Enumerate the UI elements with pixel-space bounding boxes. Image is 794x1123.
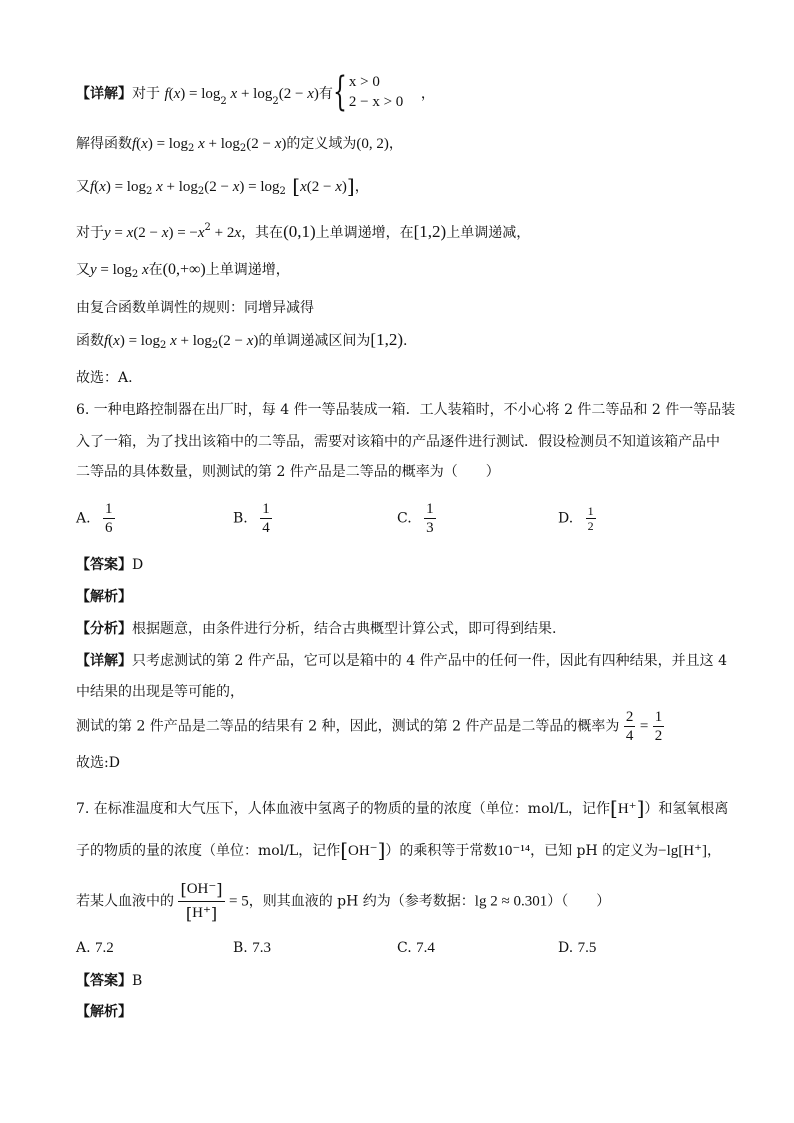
q7-stem-1: 7. 在标准温度和大气压下，人体血液中氢离子的物质的量的浓度（单位：mol/L，记作[H⁺]）和氢氧根离 xyxy=(76,796,729,820)
q6-stem-2: 入了一箱，为了找出该箱中的二等品，需要对该箱中的产品逐件进行测试．假设检测员不知道该箱产品中 xyxy=(76,434,720,450)
period: . xyxy=(403,333,408,349)
numerator: 1 xyxy=(105,501,113,517)
q7-option-a xyxy=(76,940,114,957)
comma: ， xyxy=(388,136,403,152)
option-fraction xyxy=(586,504,596,533)
ratio-fraction xyxy=(178,878,224,925)
q6-analysis xyxy=(76,587,132,607)
numerator: 1 xyxy=(587,504,594,518)
stem-text: ）和氢氧根离 xyxy=(644,801,729,817)
q6-option-a xyxy=(76,500,115,537)
text-decrease: 上单调递减， xyxy=(446,225,531,241)
text-hanshu: 函数 xyxy=(76,333,104,349)
q6-choose: 故选:D xyxy=(76,755,120,771)
case-2: 2 − x > 0 xyxy=(348,94,404,110)
option-value: 7.3 xyxy=(252,940,271,956)
ph-definition: −lg[H⁺] xyxy=(658,843,708,859)
option-label: A. xyxy=(76,510,91,527)
solution-line-4: 对于$y = x(2 - x) = -x^2 + 2x$，其在(0,1)上单调递增，在[1,2)上单调递减， xyxy=(76,222,531,241)
denominator: 4 xyxy=(625,728,634,744)
solution-line-5: 又$y = \log_2 x$在(0,+∞)上单调递增， xyxy=(76,261,290,280)
answer-tag: 【答案】 xyxy=(76,973,132,989)
numerator: 1 xyxy=(262,501,270,517)
q6-detail-3: 测试的第 2 件产品是二等品的结果有 2 种，因此，测试的第 2 件产品是二等品的概率为 $\frac{2}{4}$ = $\frac{1}{2}$ xyxy=(76,709,663,744)
stem-text: 子的物质的量的浓度（单位：mol/L，记作 xyxy=(76,843,341,859)
outline-tag: 【分析】 xyxy=(76,621,132,637)
interval-increase: (0,1) xyxy=(283,222,316,241)
numerator: [OH⁻] xyxy=(178,878,224,902)
numerator: 1 xyxy=(426,501,434,517)
stem-text: 7. 在标准温度和大气压下，人体血液中氢离子的物质的量的浓度（单位：mol/L，记作 xyxy=(76,801,611,817)
stem-text: ，已知 pH 的定义为 xyxy=(530,843,659,859)
reference-data: lg 2 ≈ 0.301 xyxy=(474,893,548,910)
q7-analysis xyxy=(76,1002,132,1022)
q7-option-d xyxy=(558,940,596,957)
comma: ， xyxy=(354,179,369,195)
option-fraction xyxy=(103,500,115,537)
domain-interval: (0, 2) xyxy=(356,136,389,152)
q6-stem-1: 6. 一种电路控制器在出厂时，每 4 件一等品装成一箱．工人装箱时，不小心将 2 件二等品和 2 件一等品装 xyxy=(76,402,736,418)
answer-tag: 【答案】 xyxy=(76,557,132,573)
q6-detail-2: 中结果的出现是等可能的， xyxy=(76,684,244,700)
option-label: B. xyxy=(233,940,248,956)
analysis-tag: 【解析】 xyxy=(76,589,132,605)
text-zai: 在 xyxy=(148,262,163,278)
detail-text: 测试的第 2 件产品是二等品的结果有 2 种，因此，测试的第 2 件产品是二等品的概率为 xyxy=(76,718,620,735)
denominator: 2 xyxy=(587,519,594,533)
numerator: 1 xyxy=(654,709,663,725)
text-you3: 又 xyxy=(76,262,90,278)
stem-text: 若某人血液中的 xyxy=(76,893,174,910)
option-value: 7.2 xyxy=(95,940,114,956)
q7-stem-3 xyxy=(76,878,610,926)
answer-value: D xyxy=(132,557,144,573)
stem-text: ）的乘积等于常数 xyxy=(385,843,498,859)
q6-stem-3: 二等品的具体数量，则测试的第 2 件产品是二等品的概率为（ ） xyxy=(76,464,500,480)
solution-line-3: 又$f(x) = \log_2 x + \log_2(2 - x) = \log_2 [x(2 - x)]$， xyxy=(76,174,369,198)
denominator: 4 xyxy=(262,520,270,536)
detail-tag: 【详解】 xyxy=(76,653,132,669)
case-system: { x > 0 2 − x > 0 xyxy=(332,69,404,115)
stem-text: ）（ ） xyxy=(547,893,611,910)
interval-result: [1,2) xyxy=(370,330,403,349)
denominator: 2 xyxy=(654,728,663,744)
case-1: x > 0 xyxy=(348,74,380,90)
outline-text: 根据题意，由条件进行分析，结合古典概型计算公式，即可得到结果. xyxy=(132,621,557,637)
interval-log: (0,+∞) xyxy=(162,261,206,278)
comma: ， xyxy=(420,86,435,102)
oh-minus: OH⁻ xyxy=(186,881,217,897)
text-duiyu: 对于 xyxy=(132,86,160,102)
analysis-tag: 【解析】 xyxy=(76,1004,132,1020)
q7-stem-2: 子的物质的量的浓度（单位：mol/L，记作[OH⁻]）的乘积等于常数10⁻¹⁴，已知 pH 的定义为−lg[H⁺]， xyxy=(76,838,722,862)
prob-fraction-1 xyxy=(624,708,636,745)
q6-option-c xyxy=(397,500,436,537)
q6-option-b xyxy=(233,500,272,537)
denominator: 6 xyxy=(105,520,113,536)
option-label: D. xyxy=(558,940,574,956)
q6-option-d xyxy=(558,504,596,533)
detail-text: 只考虑测试的第 2 件产品，它可以是箱中的 4 件产品中的任何一件，因此有四种结果，并且这 4 xyxy=(132,653,727,669)
oh-minus: OH⁻ xyxy=(348,843,378,859)
q7-answer xyxy=(76,971,142,991)
detail-tag: 【详解】 xyxy=(76,86,132,102)
q7-option-b xyxy=(233,940,271,957)
h-plus: H⁺ xyxy=(617,801,637,817)
ratio-value: = 5 xyxy=(229,893,249,910)
formula-fx: f xyxy=(164,86,169,102)
option-label: C. xyxy=(397,940,412,956)
text-increase: 上单调递增，在 xyxy=(315,225,414,241)
text-decrease-interval: 的单调递减区间为 xyxy=(258,333,371,349)
numerator: 2 xyxy=(625,709,634,725)
h-plus: H⁺ xyxy=(192,905,211,921)
option-label: B. xyxy=(233,510,248,527)
text-you2: 又 xyxy=(76,179,90,195)
q6-outline xyxy=(76,619,556,639)
option-label: A. xyxy=(76,940,91,956)
solution-line-7: 函数$f(x) = \log_2 x + \log_2(2 - x)$的单调递减区间为[1,2). xyxy=(76,330,408,351)
denominator: 3 xyxy=(426,520,434,536)
solution-line-6: 由复合函数单调性的规则：同增异减得 xyxy=(76,300,314,316)
text-qizai: ，其在 xyxy=(241,225,284,241)
prob-fraction-2 xyxy=(653,708,665,745)
constant: 10⁻¹⁴ xyxy=(497,843,531,859)
answer-value: B xyxy=(132,973,143,989)
option-value: 7.4 xyxy=(416,940,435,956)
option-label: D. xyxy=(558,510,574,527)
text-domain: 的定义域为 xyxy=(286,136,357,152)
option-value: 7.5 xyxy=(577,940,597,956)
option-fraction xyxy=(260,500,272,537)
q6-answer xyxy=(76,555,143,575)
q6-detail-1 xyxy=(76,651,727,671)
option-fraction xyxy=(424,500,436,537)
text-duiyu2: 对于 xyxy=(76,225,104,241)
text-you: 有 xyxy=(318,86,333,102)
solution-line-1: 【详解】对于 $f(x) = \log_2 x + \log_2(2 - x)$有 { x > 0 2 − x > 0 ， xyxy=(76,69,435,115)
interval-decrease: [1,2) xyxy=(413,222,447,241)
text-increase2: 上单调递增， xyxy=(205,262,290,278)
q7-option-c xyxy=(397,940,435,957)
option-label: C. xyxy=(397,510,412,527)
solution-line-2: 解得函数$f(x) = \log_2 x + \log_2(2 - x)$的定义域为(0, 2)， xyxy=(76,136,403,154)
choose-a: 故选：A. xyxy=(76,370,133,386)
stem-text: ，则其血液的 pH 约为（参考数据： xyxy=(248,893,475,910)
text-jiede: 解得函数 xyxy=(76,136,132,152)
denominator: [H⁺] xyxy=(185,904,218,923)
